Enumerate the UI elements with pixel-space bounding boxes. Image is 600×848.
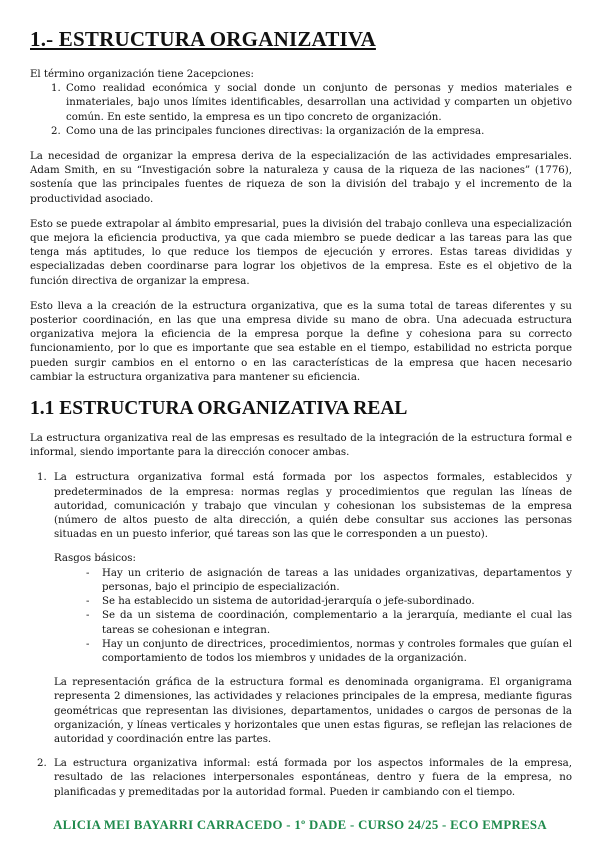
rasgos-list xyxy=(54,567,572,666)
informal-text: 2. La estructura organizativa informal: está formada por los aspectos informales de la empresa, resultado de las relaciones interpersonales espontáneas, dentro y fuera de la empresa, no planificadas y premeditadas por la autoridad formal. Pueden ir cambiando con el tiempo. xyxy=(54,758,572,798)
informal-structure-item xyxy=(50,757,572,800)
acepcion-item: 1. Como realidad económica y social donde un conjunto de personas y medios materiales e inmateriales, bajo unos límites identificables, desarrollan una actividad y comparten un objetivo común. En este sentido, la empresa es un tipo concreto de organización. xyxy=(64,82,572,125)
rasgo-item: - Hay un criterio de asignación de tareas a las unidades organizativas, departamentos y personas, bajo el principio de especialización. xyxy=(86,567,572,595)
rasgo-item: - Se da un sistema de coordinación, complementario a la jerarquía, mediante el cual las tareas se cohesionan e integran. xyxy=(86,609,572,637)
paragraph: Esto lleva a la creación de la estructura organizativa, que es la suma total de tareas diferentes y su posterior coordinación, en las que una empresa divide su mano de obra. Una adecuada estructura organizativa mejora la eficiencia de la empresa porque la define y cohesiona para su correcto funcionamiento, por lo que es importante que sea estable en el tiempo, estabilidad no estricta porque pueden surgir cambios en el entorno o en las características de la empresa que hacen necesario cambiar la estructura organizativa para mantener su eficiencia. xyxy=(30,300,572,383)
real-intro: La estructura organizativa real de las empresas es resultado de la integración de la estructura formal e informal, siendo importante para la dirección conocer ambas. xyxy=(30,433,572,459)
organigrama-text: La representación gráfica de la estructura formal es denominada organigrama. El organigrama representa 2 dimensiones, las actividades y relaciones principales de la empresa, mediante figuras geométricas que representan las divisiones, departamentos, unidades o cargos de personas de la organización, y líneas verticales y horizontales que unen estas figuras, se reflejan las relaciones de autoridad y coordinación entre las partes. xyxy=(54,677,572,745)
rasgo-item: - Se ha establecido un sistema de autoridad-jerarquía o jefe-subordinado. xyxy=(86,595,572,609)
formal-text: 1. La estructura organizativa formal está formada por los aspectos formales, establecidos y predeterminados de la empresa: normas reglas y procedimientos que regulan las líneas de autoridad, comunicación y trabajo que vinculan y cohesionan los subsistemas de la empresa (número de altos puesto de alta dirección, a quién debe consultar sus acciones las personas situadas en un puesto inferior, qué tareas son las que le corresponden a un puesto). xyxy=(54,472,572,541)
paragraph: Esto se puede extrapolar al ámbito empresarial, pues la división del trabajo conlleva una especialización que mejora la eficiencia productiva, ya que cada miembro se puede dedicar a las tareas para las que tenga más aptitudes, lo que reduce los tiempos de ejecución y errores. Estas tareas divididas y especializadas deben coordinarse para lograr los objetivos de la empresa. Este es el objetivo de la función directiva de organizar la empresa. xyxy=(30,218,572,287)
acepciones-list xyxy=(30,82,572,139)
formal-structure-item xyxy=(50,471,572,747)
rasgos-block xyxy=(54,552,572,666)
paragraph: La necesidad de organizar la empresa deriva de la especialización de las actividades empresariales. Adam Smith, en su “Investigación sobre la naturaleza y causa de la riqueza de las naciones” (1776), sostenía que las principales fuentes de riqueza de son la división del trabajo y el incremento de la productividad asociado. xyxy=(30,151,572,205)
rasgos-title: Rasgos básicos: xyxy=(54,553,136,565)
acepcion-item: 2. Como una de las principales funciones directivas: la organización de la empresa. xyxy=(64,125,572,139)
page-title: 1.- ESTRUCTURA ORGANIZATIVA xyxy=(30,27,376,51)
section-subtitle: 1.1 ESTRUCTURA ORGANIZATIVA REAL xyxy=(30,398,408,420)
page-footer: ALICIA MEI BAYARRI CARRACEDO - 1º DADE - CURSO 24/25 - ECO EMPRESA xyxy=(53,818,547,832)
intro-text: El término organización tiene 2acepciones: xyxy=(30,69,254,80)
rasgo-item: - Hay un conjunto de directrices, procedimientos, normas y controles formales que guían el comportamiento de todos los miembros y unidades de la organización. xyxy=(86,638,572,666)
structure-list xyxy=(30,471,572,799)
